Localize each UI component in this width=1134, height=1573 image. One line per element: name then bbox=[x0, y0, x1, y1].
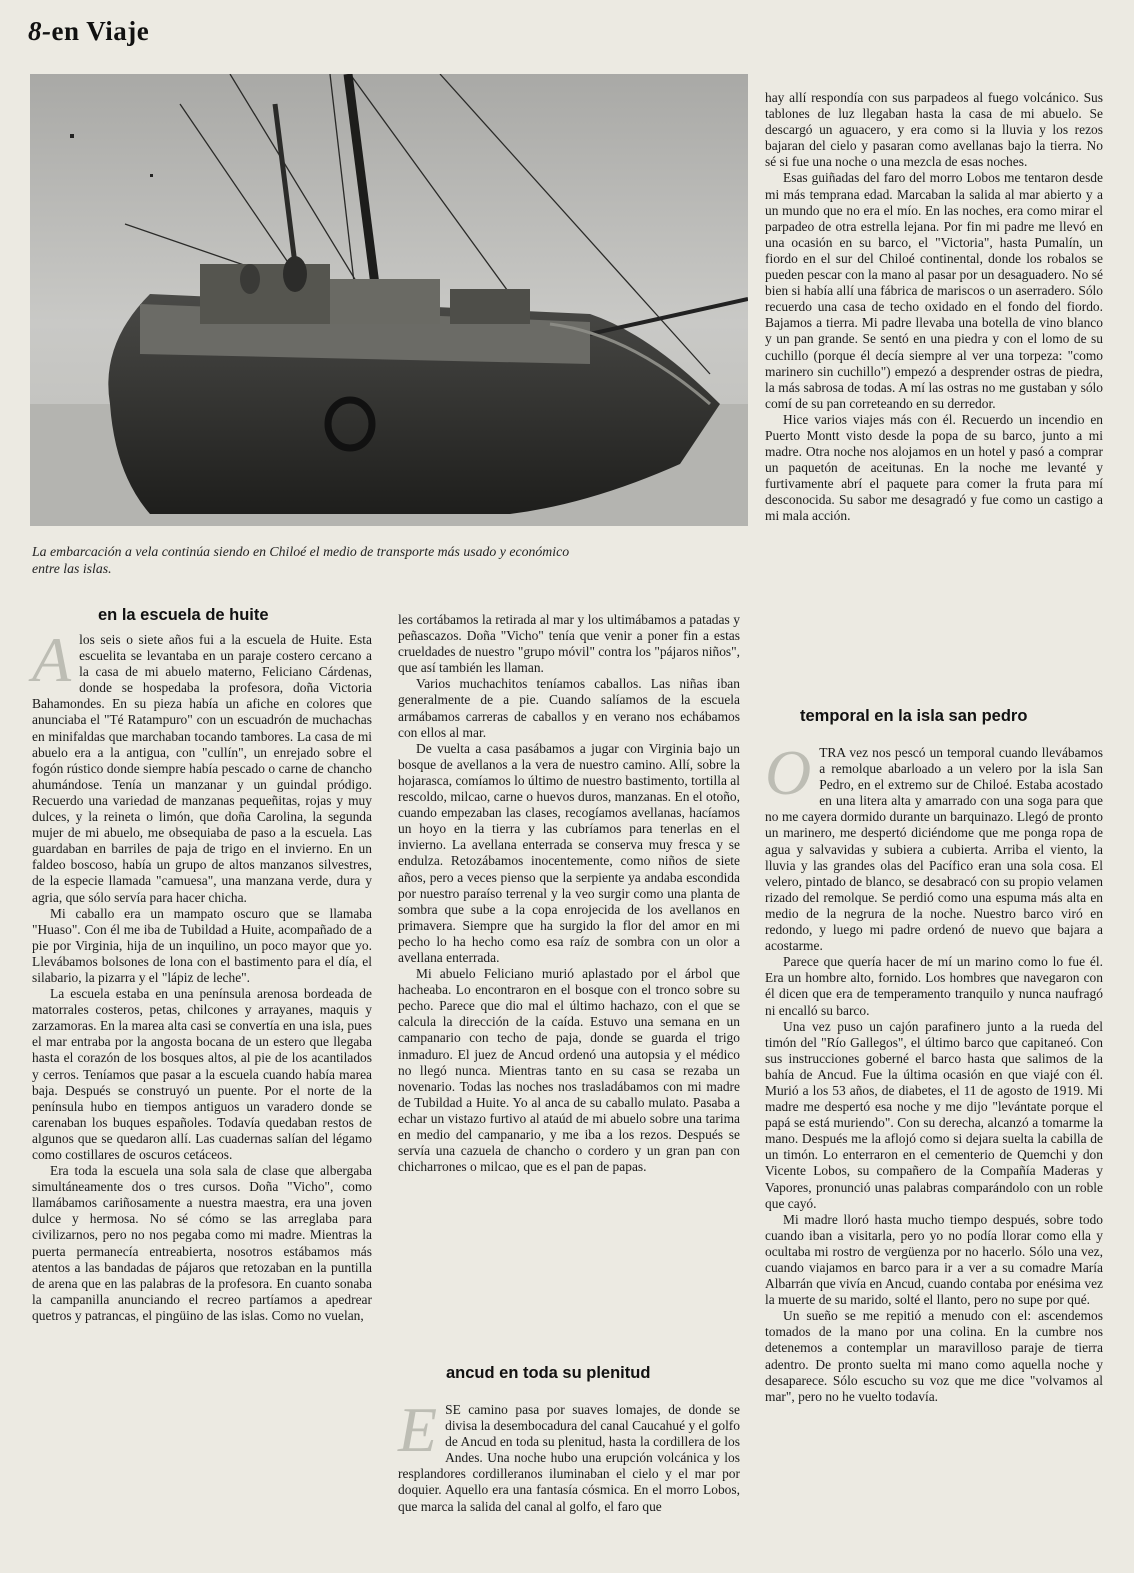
paragraph: les cortábamos la retirada al mar y los ultimábamos a patadas y peñascazos. Doña "Vicho" tenía que venir a poner fin a estas crueldades de nuestro "grupo móvil" contra los "pájaros niños", que así también les llaman. bbox=[398, 612, 740, 676]
paragraph: Era toda la escuela una sola sala de clase que albergaba simultáneamente dos o tres cursos. Doña "Vicho", como llamábamos cariñosamente a nuestra maestra, era una joven dulce y hermosa. No sé cómo se las arreglaba para civilizarnos, pero no nos pegaba como mi madre. Mientras la puerta permanecía entreabierta, nosotros estábamos más atentos a las bandadas de pájaros que retozaban en la puntilla de arena que en las palabras de la profesora. En cuanto sonaba la campanilla anunciando el recreo partíamos a apedrear quetros y patrancas, el pingüino de las islas. Como no vuelan, bbox=[32, 1163, 372, 1323]
photo-caption: La embarcación a vela continúa siendo en Chiloé el medio de transporte más usado y económico entre las islas. bbox=[32, 544, 570, 576]
paragraph: Mi madre lloró hasta mucho tiempo después, sobre todo cuando iban a visitarla, pero yo no podía llorar como ella y ocultaba mi rostro de vergüenza por no hacerlo. Sólo una vez, cuando viajamos en barco para ir a ver a su comadre María Albarrán que vivía en Ancud, cuando contaba por enésima vez la muerte de su marido, solté el llanto, pero no supe por qué. bbox=[765, 1211, 1103, 1308]
drop-cap-e: E bbox=[398, 1394, 438, 1465]
drop-cap-o: O bbox=[765, 737, 812, 808]
paragraph: Un sueño se me repitió a menudo con el: ascendemos tomados de la mano por una colina. En la cumbre nos detenemos a contemplar un maravilloso paraje de tierra adentro. De pronto suelta mi mano como aquella noche y desaparece. Sólo escucho su voz que me dice "volvamos al mar", pero no he vuelto todavía. bbox=[765, 1308, 1103, 1404]
paragraph: OTRA vez nos pescó un temporal cuando llevábamos a remolque abarloado a un velero por la isla San Pedro, en el extremo sur de Chiloé. Estaba acostado en una litera alta y amarrado con una soga para que no me cayera dormido durante un barquinazo. Llegó de pronto un marinero, me despertó diciéndome que me ponga ropa de agua y salvavidas y subiera a cubierta. Arriba el viento, la lluvia y las grandes olas del Pacífico eran una sola cosa. El velero, pintado de blanco, se desabracó con su propio velamen rizado del remolque. Se perdió como una espuma más alta en medio de la negrura de la noche. Nuestro barco viró en redondo, y luego mi padre ordenó de nuevo que bajara a acostarme. bbox=[765, 737, 1103, 954]
section-heading-escuela: en la escuela de huite bbox=[98, 606, 269, 624]
paragraph: De vuelta a casa pasábamos a jugar con Virginia bajo un bosque de avellanos a la vera de nuestro camino. Allí, sobre la hojarasca, comíamos lo último de nuestro bastimento, tortilla al rescoldo, milcao, carne o huevos duros, manzanas. En el otoño, cuando empezaban las clases, recogíamos avellanas, hacíamos un hoyo en la tierra y las cubríamos para tenerlas en el invierno. La avellana enterrada se conserva muy fresca y se endulza. Retozábamos inocentemente, como niños de siete años, pero a veces pienso que la serpiente ya andaba escondida por nuestro paraíso terrenal y la veo surgir como una planta de sombra que sube a la copa enrojecida de los avellanos en primavera. Siempre que ha surgido la flor del amor en mi pecho lo ha hecho como esa raíz de sombra con un olor a avellana enterrada. bbox=[398, 740, 740, 965]
column-2-bottom bbox=[398, 1394, 740, 1515]
column-3 bbox=[765, 90, 1103, 525]
paragraph: hay allí respondía con sus parpadeos al fuego volcánico. Sus tablones de luz llegaban hasta la casa de mi abuelo. Se descargó un aguacero, y era como si la lluvia y los rezos bajaran del cielo y pasaran como avellanas bajo la tierra. No sé si fue una noche o una mezcla de esas noches. bbox=[765, 90, 1103, 170]
column-2 bbox=[398, 612, 740, 1175]
paragraph: Una vez puso un cajón parafinero junto a la rueda del timón del "Río Gallegos", el último barco que capitaneó. Con sus instrucciones goberné el barco hasta que salimos de la bahía de Ancud. Fue la última ocasión en que viajé con él. Murió a los 53 años, de diabetes, el 11 de agosto de 1919. Mi madre me despertó esa noche y me dijo "levántate porque el papá se está muriendo". Con su derecha, alcanzó a tomarme la mano. Después me la aflojó como si dejara suelta la cabilla de un timón. Lo enterraron en el cementerio de Quemchi y don Vicente Lobos, su compañero de la Compañía Maderas y Vapores, pronunció unas palabras comparándolo con un roble que cayó. bbox=[765, 1018, 1103, 1211]
section-heading-ancud: ancud en toda su plenitud bbox=[446, 1364, 651, 1382]
paragraph: Mi abuelo Feliciano murió aplastado por el árbol que hacheaba. Lo encontraron en el bosque con el tronco sobre su pecho. Parece que dio mal el último hachazo, con el que se calcula la dirección de la caída. Estuvo una semana en un campanario con techo de paja, donde se guarda el trigo inmaduro. El juez de Ancud ordenó una autopsia y el médico no llegó nunca. Mientras tanto en su casa se rezaba un novenario. Todas las noches nos trasladábamos con mi madre de Tubildad a Huite. Yo al anca de su caballo mulato. Pasaba a echar un vistazo furtivo al ataúd de mi abuelo sobre una tarima en medio del campanario, y me iba a los rezos. Después se servía una cazuela de chancho o cordero y un gran pan con chicharrones o milcao, que es el pan de papas. bbox=[398, 966, 740, 1175]
sailboat-photo bbox=[30, 74, 748, 526]
paragraph: Alos seis o siete años fui a la escuela de Huite. Esta escuelita se levantaba en un paraje costero cercano a la casa de mi abuelo materno, Feliciano Cárdenas, donde se hospedaba la profesora, doña Victoria Bahamondes. En su pieza había un afiche en colores que anunciaba el "Té Ratampuro" con un escuadrón de muchachas en minifaldas que marchaban tocando tambores. La casa de mi abuelo era a la antigua, con "cullín", un enrejado sobre el fogón rústico donde siempre había pescado o carne de chancho ahumándose. Tenía un manzanar y un guindal pródigo. Recuerdo una variedad de manzanas pequeñitas, rojas y muy dulces, y la reineta o limón, que doña Carolina, la segunda mujer de mi abuelo, me obsequiaba de paso a la escuela. Las guardaban en barriles de paja de trigo en el invierno. En un faldeo boscoso, había un grupo de altos manzanos silvestres, de la especie llamada "camuesa", una manzana verde, dura y agria, que sólo servía para hacer chicha. bbox=[32, 624, 372, 905]
paragraph: Esas guiñadas del faro del morro Lobos me tentaron desde mi más temprana edad. Marcaban la salida al mar abierto y a un mundo que no era el mío. En las noches, era como mirar el parpadeo de otra estrella lejana. Por fin mi padre me llevó en una ocasión en su barco, el "Victoria", hasta Pumalín, un fiordo en el sur del Chiloé continental, donde los robalos se pueden pescar con la mano al pasar por un desaguadero. No sé bien si había allí una fábrica de mariscos o un aserradero. Sólo recuerdo una casa de techo oxidado en el fondo del fiordo. Bajamos a tierra. Mi padre llevaba una botella de vino blanco y un pan grande. Se sentó en una piedra y con el lomo de su cuchillo (porque él decía siempre al ver una torpeza: "como marinero sin cuchillo") empezó a desprender ostras de piedra, la más sabrosa de todas. A mí las ostras no me gustaban y sólo comí de su pan correteando en su derredor. bbox=[765, 170, 1103, 411]
drop-cap-a: A bbox=[32, 624, 72, 695]
column-3-bottom bbox=[765, 737, 1103, 1405]
paragraph: Mi caballo era un mampato oscuro que se llamaba "Huaso". Con él me iba de Tubildad a Huite, acompañado de a pie por Virginia, hija de un inquilino, un poco mayor que yo. Llevábamos bolsones de lona con el bastimento para el día, el silabario, la pizarra y el "lápiz de leche". bbox=[32, 905, 372, 985]
paragraph: Varios muchachitos teníamos caballos. Las niñas iban generalmente de a pie. Cuando salíamos de la escuela armábamos carreras de caballos y en verano nos echábamos con ellos al mar. bbox=[398, 676, 740, 740]
page-header bbox=[28, 16, 149, 47]
paragraph: Hice varios viajes más con él. Recuerdo un incendio en Puerto Montt visto desde la popa de su barco, junto a mi madre. Otra noche nos alojamos en un hotel y pasó a comprar un paquetón de aceitunas. En la noche me levanté y furtivamente abrí el paquete para comer la fruta para mí desconocida. Su sabor me desagradó y fue como un castigo a mi mala acción. bbox=[765, 411, 1103, 524]
paragraph: Parece que quería hacer de mí un marino como lo fue él. Era un hombre alto, fornido. Los hombres que navegaron con él dicen que era de temperamento tranquilo y nunca naufragó ni encalló su barco. bbox=[765, 954, 1103, 1018]
paragraph: ESE camino pasa por suaves lomajes, de donde se divisa la desembocadura del canal Caucahué y el golfo de Ancud en toda su plenitud, hasta la cordillera de los Andes. Una noche hubo una erupción volcánica y los resplandores cordilleranos iluminaban el cielo y el mar por doquier. Aquello era una fantasía cósmica. En el morro Lobos, que marca la salida del canal al golfo, el faro que bbox=[398, 1394, 740, 1514]
section-heading-temporal: temporal en la isla san pedro bbox=[800, 707, 1028, 725]
paragraph: La escuela estaba en una península arenosa bordeada de matorrales costeros, petas, chilcones y arrayanes, maquis y zarzamoras. En la marea alta casi se convertía en una isla, pues el mar entraba por la angosta bocana de un estero que llegaba hasta el corazón de los bosques altos, al pie de los acantilados y cerros. Teníamos que pasar a la escuela cuando había marea baja. Después se construyó un puente. Por el norte de la península hubo en tiempos antiguos un varadero donde se carenaban los buques españoles. Todavía quedaban restos de algunos que se quedaron allí. Las cuadernas salían del légamo como costillares de oscuros cetáceos. bbox=[32, 986, 372, 1162]
section-title: en Viaje bbox=[51, 16, 150, 46]
column-1 bbox=[32, 624, 372, 1324]
page-number: 8- bbox=[28, 16, 52, 46]
